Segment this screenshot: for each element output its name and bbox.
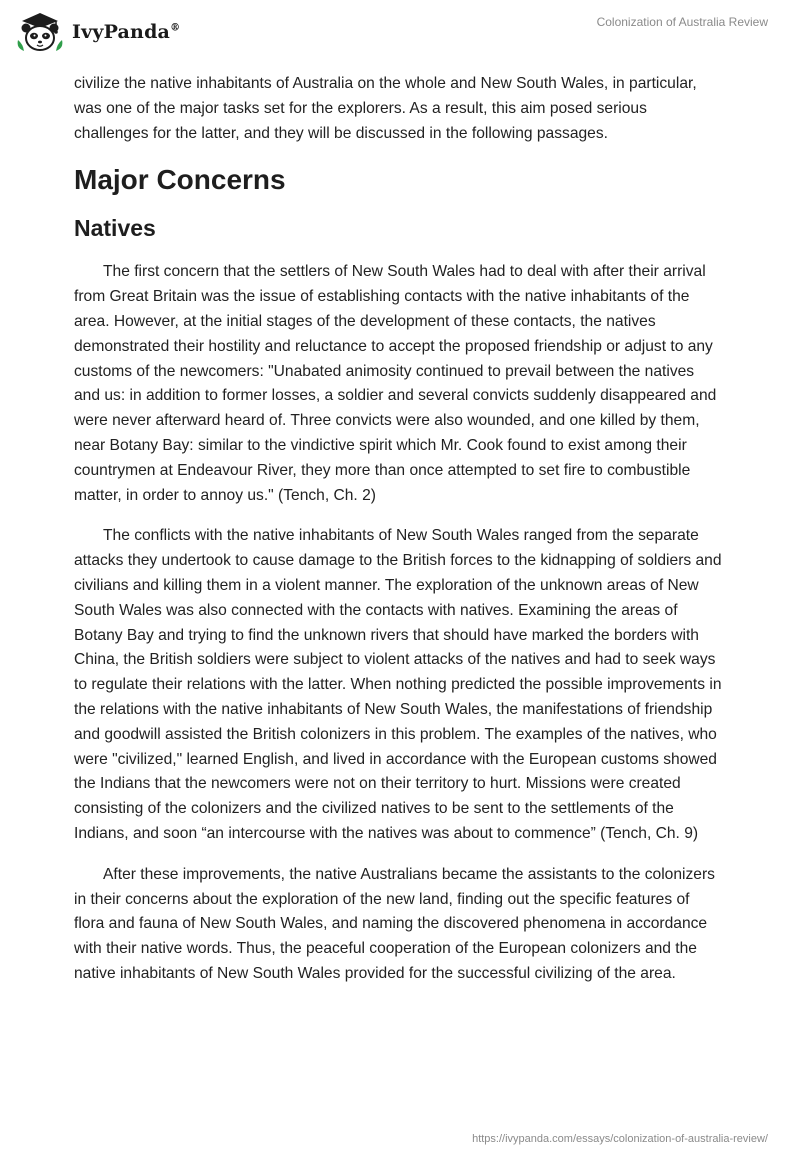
page-header <box>0 0 800 60</box>
site-logo[interactable] <box>14 10 180 54</box>
document-title: Colonization of Australia Review <box>596 15 768 29</box>
subsection-heading: Natives <box>74 215 156 242</box>
body-paragraph: The first concern that the settlers of New South Wales had to deal with after their arrival from Great Britain was the issue of establishing contacts with the native inhabitants of the area. However, at the initial stages of the development of these contacts, the natives demonstrated their hostility and reluctance to accept the proposed friendship or adjust to any customs of the newcomers: "Unabated animosity continued to prevail between the natives and us: in addition to former losses, a soldier and several convicts suddenly disappeared and were never afterward heard of. Three convicts were also wounded, and one killed by them, near Botany Bay: similar to the vindictive spirit which Mr. Cook found to exist among their countrymen at Endeavour River, they more than once attempted to set fire to combustible matter, in order to annoy us." (Tench, Ch. 2) <box>74 263 717 504</box>
source-url-link[interactable]: https://ivypanda.com/essays/colonization-of-australia-review/ <box>472 1133 768 1145</box>
body-paragraph: After these improvements, the native Australians became the assistants to the colonizers in their concerns about the exploration of the new land, finding out the specific features of flora and fauna of New South Wales, and naming the discovered phenomena in accordance with their native words. Thus, the peaceful cooperation of the European colonizers and the native inhabitants of New South Wales provided for the successful civilizing of the area. <box>74 865 715 982</box>
brand-name: IvyPanda® <box>72 21 181 43</box>
intro-paragraph: civilize the native inhabitants of Australia on the whole and New South Wales, in particular, was one of the major tasks set for the explorers. As a result, this aim posed serious challenges for the latter, and they will be discussed in the following passages. <box>74 75 697 142</box>
panda-graduate-icon <box>14 10 66 54</box>
essay-content <box>74 72 724 1003</box>
section-heading: Major Concerns <box>74 164 286 196</box>
body-paragraph: The conflicts with the native inhabitants of New South Wales ranged from the separate attacks they undertook to cause damage to the British forces to the kidnapping of soldiers and civilians and killing them in a violent manner. The exploration of the unknown areas of New South Wales was also connected with the contacts with natives. Examining the areas of Botany Bay and trying to find the unknown rivers that should have marked the borders with China, the British soldiers were subject to violent attacks of the natives and had to seek ways to regulate their relations with the latter. When nothing predicted the possible improvements in the relations with the native inhabitants of New South Wales, the manifestations of friendship and goodwill assisted the British colonizers in this problem. The examples of the natives, who were "civilized," learned English, and lived in accordance with the European customs showed the Indians that the newcomers were not on their territory to hurt. Missions were created consisting of the colonizers and the civilized natives to be sent to the settlements of the Indians, and soon “an intercourse with the natives was about to commence” (Tench, Ch. 9) <box>74 527 722 842</box>
